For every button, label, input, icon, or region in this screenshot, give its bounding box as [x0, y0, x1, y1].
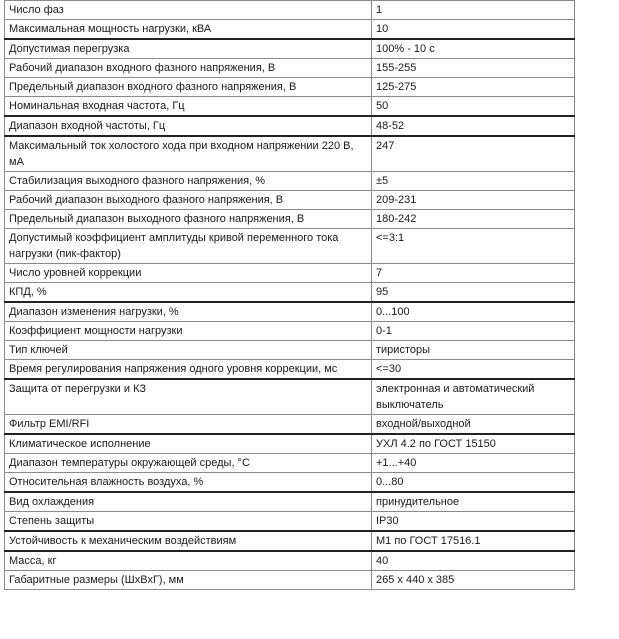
table-row: [5, 360, 575, 380]
parameter-cell: Номинальная входная частота, Гц: [5, 97, 372, 117]
table-row: [5, 302, 575, 322]
parameter-cell: Число уровней коррекции: [5, 264, 372, 283]
parameter-cell: Допустимый коэффициент амплитуды кривой переменного тока нагрузки (пик-фактор): [5, 229, 372, 264]
table-row: [5, 341, 575, 360]
value-cell: 10: [372, 20, 575, 40]
value-cell: тиристоры: [372, 341, 575, 360]
parameter-cell: Максимальный ток холостого хода при входном напряжении 220 В, мА: [5, 136, 372, 172]
parameter-cell: Допустимая перегрузка: [5, 39, 372, 59]
value-cell: <=30: [372, 360, 575, 380]
value-cell: 40: [372, 551, 575, 571]
table-row: [5, 210, 575, 229]
table-row: [5, 454, 575, 473]
parameter-cell: Коэффициент мощности нагрузки: [5, 322, 372, 341]
value-cell: входной/выходной: [372, 415, 575, 435]
table-row: [5, 283, 575, 303]
parameter-cell: Предельный диапазон входного фазного напряжения, В: [5, 78, 372, 97]
value-cell: 7: [372, 264, 575, 283]
table-row: [5, 571, 575, 590]
table-row: [5, 322, 575, 341]
table-row: [5, 39, 575, 59]
specifications-table-body: [5, 1, 575, 590]
parameter-cell: Время регулирования напряжения одного уровня коррекции, мс: [5, 360, 372, 380]
value-cell: 125-275: [372, 78, 575, 97]
value-cell: <=3:1: [372, 229, 575, 264]
table-row: [5, 136, 575, 172]
table-row: [5, 1, 575, 20]
parameter-cell: Рабочий диапазон выходного фазного напряжения, В: [5, 191, 372, 210]
value-cell: принудительное: [372, 492, 575, 512]
table-row: [5, 59, 575, 78]
value-cell: 1: [372, 1, 575, 20]
table-row: [5, 531, 575, 551]
value-cell: 48-52: [372, 116, 575, 136]
table-row: [5, 116, 575, 136]
value-cell: 0-1: [372, 322, 575, 341]
table-row: [5, 379, 575, 415]
value-cell: 209-231: [372, 191, 575, 210]
table-row: [5, 172, 575, 191]
value-cell: 100% - 10 с: [372, 39, 575, 59]
parameter-cell: Масса, кг: [5, 551, 372, 571]
value-cell: 0...100: [372, 302, 575, 322]
value-cell: IP30: [372, 512, 575, 532]
value-cell: 155-255: [372, 59, 575, 78]
value-cell: 0...80: [372, 473, 575, 493]
table-row: [5, 512, 575, 532]
value-cell: М1 по ГОСТ 17516.1: [372, 531, 575, 551]
table-row: [5, 97, 575, 117]
value-cell: 95: [372, 283, 575, 303]
parameter-cell: Относительная влажность воздуха, %: [5, 473, 372, 493]
parameter-cell: Диапазон входной частоты, Гц: [5, 116, 372, 136]
table-row: [5, 20, 575, 40]
parameter-cell: Климатическое исполнение: [5, 434, 372, 454]
parameter-cell: Рабочий диапазон входного фазного напряжения, В: [5, 59, 372, 78]
parameter-cell: Предельный диапазон выходного фазного напряжения, В: [5, 210, 372, 229]
parameter-cell: Стабилизация выходного фазного напряжения, %: [5, 172, 372, 191]
parameter-cell: Число фаз: [5, 1, 372, 20]
parameter-cell: КПД, %: [5, 283, 372, 303]
table-row: [5, 473, 575, 493]
table-row: [5, 191, 575, 210]
parameter-cell: Фильтр EMI/RFI: [5, 415, 372, 435]
parameter-cell: Тип ключей: [5, 341, 372, 360]
value-cell: 180-242: [372, 210, 575, 229]
parameter-cell: Габаритные размеры (ШхВхГ), мм: [5, 571, 372, 590]
value-cell: 265 x 440 x 385: [372, 571, 575, 590]
table-row: [5, 229, 575, 264]
parameter-cell: Диапазон температуры окружающей среды, °С: [5, 454, 372, 473]
value-cell: УХЛ 4.2 по ГОСТ 15150: [372, 434, 575, 454]
parameter-cell: Защита от перегрузки и КЗ: [5, 379, 372, 415]
parameter-cell: Диапазон изменения нагрузки, %: [5, 302, 372, 322]
value-cell: 247: [372, 136, 575, 172]
table-row: [5, 492, 575, 512]
table-row: [5, 551, 575, 571]
parameter-cell: Максимальная мощность нагрузки, кВА: [5, 20, 372, 40]
value-cell: электронная и автоматический выключатель: [372, 379, 575, 415]
table-row: [5, 78, 575, 97]
table-row: [5, 264, 575, 283]
value-cell: +1...+40: [372, 454, 575, 473]
table-row: [5, 434, 575, 454]
parameter-cell: Степень защиты: [5, 512, 372, 532]
specifications-table: [4, 0, 575, 590]
parameter-cell: Вид охлаждения: [5, 492, 372, 512]
value-cell: 50: [372, 97, 575, 117]
parameter-cell: Устойчивость к механическим воздействиям: [5, 531, 372, 551]
value-cell: ±5: [372, 172, 575, 191]
table-row: [5, 415, 575, 435]
